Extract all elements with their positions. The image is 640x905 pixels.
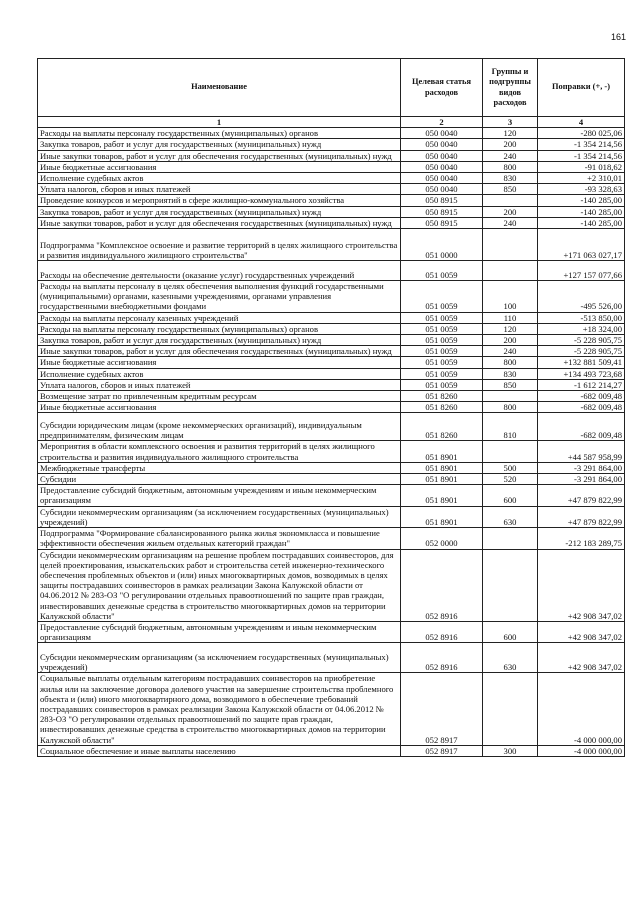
table-row [38, 413, 625, 441]
row-group: 630 [483, 643, 538, 673]
row-name: Возмещение затрат по привлеченным кредитным ресурсам [38, 391, 401, 402]
row-target-code: 051 8260 [401, 391, 483, 402]
row-amendment: -1 354 214,56 [538, 139, 625, 150]
row-group [483, 441, 538, 462]
table-row [38, 621, 625, 642]
table-row [38, 281, 625, 313]
row-group: 240 [483, 346, 538, 357]
row-name: Закупка товаров, работ и услуг для государственных (муниципальных) нужд [38, 335, 401, 346]
row-group: 520 [483, 474, 538, 485]
header-name: Наименование [38, 59, 401, 117]
table-row [38, 150, 625, 161]
row-group: 200 [483, 139, 538, 150]
table-body [38, 128, 625, 757]
row-group: 800 [483, 402, 538, 413]
table-row [38, 474, 625, 485]
table-row [38, 745, 625, 756]
table-row [38, 485, 625, 506]
table-row [38, 173, 625, 184]
col-num-4: 4 [538, 117, 625, 128]
row-target-code: 051 0059 [401, 368, 483, 379]
row-amendment: +171 063 027,17 [538, 229, 625, 261]
row-group: 120 [483, 323, 538, 334]
row-amendment: -140 285,00 [538, 206, 625, 217]
row-name: Уплата налогов, сборов и иных платежей [38, 184, 401, 195]
row-amendment: +2 310,01 [538, 173, 625, 184]
row-name: Иные закупки товаров, работ и услуг для обеспечения государственных (муниципальных) нужд [38, 217, 401, 228]
row-amendment: -682 009,48 [538, 413, 625, 441]
row-target-code: 051 8901 [401, 506, 483, 527]
row-group [483, 261, 538, 281]
row-amendment: -280 025,06 [538, 128, 625, 139]
row-target-code: 051 0059 [401, 323, 483, 334]
row-target-code: 050 0040 [401, 173, 483, 184]
row-target-code: 051 0059 [401, 379, 483, 390]
row-group: 850 [483, 184, 538, 195]
row-target-code: 050 0040 [401, 150, 483, 161]
row-name: Закупка товаров, работ и услуг для государственных (муниципальных) нужд [38, 206, 401, 217]
row-target-code: 051 8901 [401, 441, 483, 462]
row-name: Субсидии [38, 474, 401, 485]
row-name: Субсидии некоммерческим организациям (за исключением государственных (муниципальных) учреждений) [38, 506, 401, 527]
row-group: 810 [483, 413, 538, 441]
table-row [38, 379, 625, 390]
table-row [38, 391, 625, 402]
table-row [38, 357, 625, 368]
table-row [38, 139, 625, 150]
row-name: Иные бюджетные ассигнования [38, 161, 401, 172]
page-number: 161 [610, 32, 626, 42]
row-group: 800 [483, 357, 538, 368]
row-target-code: 051 0059 [401, 335, 483, 346]
row-name: Расходы на выплаты персоналу государственных (муниципальных) органов [38, 323, 401, 334]
row-amendment: +134 493 723,68 [538, 368, 625, 379]
row-target-code: 052 8917 [401, 673, 483, 745]
row-amendment: -1 612 214,27 [538, 379, 625, 390]
row-amendment: +42 908 347,02 [538, 643, 625, 673]
row-name: Подпрограмма "Комплексное освоение и развитие территорий в целях жилищного строительства и развития индивидуального жилищного строительства" [38, 229, 401, 261]
row-amendment: -495 526,00 [538, 281, 625, 313]
row-name: Предоставление субсидий бюджетным, автономным учреждениям и иным некоммерческим организациям [38, 621, 401, 642]
row-group: 850 [483, 379, 538, 390]
row-group: 200 [483, 206, 538, 217]
row-target-code: 050 0040 [401, 128, 483, 139]
row-target-code: 052 8917 [401, 745, 483, 756]
row-group [483, 673, 538, 745]
row-amendment: -212 183 289,75 [538, 528, 625, 549]
row-group [483, 391, 538, 402]
table-row [38, 261, 625, 281]
row-amendment: -682 009,48 [538, 402, 625, 413]
row-target-code: 051 0059 [401, 261, 483, 281]
row-amendment: -140 285,00 [538, 217, 625, 228]
row-amendment: +42 908 347,02 [538, 621, 625, 642]
row-group: 500 [483, 462, 538, 473]
row-amendment: -682 009,48 [538, 391, 625, 402]
row-name: Социальные выплаты отдельным категориям пострадавших соинвесторов на приобретение жилья или на заключение договора долевого участия на завершение строительства проблемного объекта и (или) иного многоквартирного дома, возводимого в обеспечение требований пострадавших соинвесторов в рамках реализации Закона Калужской области от 04.06.2012 № 283-ОЗ "О регулировании отдельных правоотношений по защите прав граждан, инвестировавших денежные средства в строительство многоквартирных домов на территории Калужской области" [38, 673, 401, 745]
table-row [38, 229, 625, 261]
row-name: Исполнение судебных актов [38, 173, 401, 184]
row-group: 300 [483, 745, 538, 756]
row-name: Подпрограмма "Формирование сбалансированного рынка жилья экономкласса и повышение эффективности обеспечения жильем отдельных категорий граждан" [38, 528, 401, 549]
table-row [38, 312, 625, 323]
row-name: Расходы на выплаты персоналу казенных учреждений [38, 312, 401, 323]
row-target-code: 050 0040 [401, 139, 483, 150]
row-target-code: 051 8901 [401, 462, 483, 473]
row-amendment: -513 850,00 [538, 312, 625, 323]
table-row [38, 161, 625, 172]
row-group [483, 528, 538, 549]
row-target-code: 050 0040 [401, 161, 483, 172]
row-amendment: +47 879 822,99 [538, 485, 625, 506]
row-target-code: 052 0000 [401, 528, 483, 549]
table-row [38, 195, 625, 206]
row-target-code: 052 8916 [401, 643, 483, 673]
row-name: Расходы на выплаты персоналу государственных (муниципальных) органов [38, 128, 401, 139]
row-group: 200 [483, 335, 538, 346]
col-num-3: 3 [483, 117, 538, 128]
row-name: Субсидии некоммерческим организациям на решение проблем пострадавших соинвесторов, для целей проектирования, изыскательских работ и строительства сетей инженерно-технического обеспечения проблемных объектов и (или) иных многоквартирных домов, возводимых в целях защиты пострадавших соинвесторов в рамках реализации Закона Калужской области от 04.06.2012 № 283-ОЗ "О регулировании отдельных правоотношений по защите прав граждан, инвестировавших денежные средства в строительство многоквартирных домов на территории Калужской области" [38, 549, 401, 621]
row-name: Субсидии юридическим лицам (кроме некоммерческих организаций), индивидуальным предпринимателям, физическим лицам [38, 413, 401, 441]
header-amendments: Поправки (+, -) [538, 59, 625, 117]
table-row [38, 462, 625, 473]
row-target-code: 052 8916 [401, 621, 483, 642]
row-name: Иные бюджетные ассигнования [38, 402, 401, 413]
table-row [38, 184, 625, 195]
row-target-code: 050 8915 [401, 217, 483, 228]
row-amendment: +44 587 958,99 [538, 441, 625, 462]
col-num-1: 1 [38, 117, 401, 128]
row-amendment: +42 908 347,02 [538, 549, 625, 621]
table-row [38, 549, 625, 621]
row-name: Иные закупки товаров, работ и услуг для обеспечения государственных (муниципальных) нужд [38, 150, 401, 161]
row-amendment: -140 285,00 [538, 195, 625, 206]
row-amendment: -3 291 864,00 [538, 462, 625, 473]
row-target-code: 051 0059 [401, 346, 483, 357]
row-amendment: +47 879 822,99 [538, 506, 625, 527]
header-target: Целевая статья расходов [401, 59, 483, 117]
row-name: Межбюджетные трансферты [38, 462, 401, 473]
col-num-2: 2 [401, 117, 483, 128]
row-target-code: 051 8260 [401, 413, 483, 441]
row-target-code: 050 0040 [401, 184, 483, 195]
row-name: Иные бюджетные ассигнования [38, 357, 401, 368]
row-group: 600 [483, 621, 538, 642]
row-amendment: +127 157 077,66 [538, 261, 625, 281]
row-group [483, 195, 538, 206]
row-target-code: 051 8260 [401, 402, 483, 413]
header-groups: Группы и подгруппы видов расходов [483, 59, 538, 117]
row-amendment: -5 228 905,75 [538, 335, 625, 346]
table-row [38, 128, 625, 139]
table-row [38, 368, 625, 379]
table-row [38, 528, 625, 549]
row-name: Расходы на обеспечение деятельности (оказание услуг) государственных учреждений [38, 261, 401, 281]
row-target-code: 051 0059 [401, 281, 483, 313]
row-target-code: 051 0000 [401, 229, 483, 261]
row-name: Субсидии некоммерческим организациям (за исключением государственных (муниципальных) учреждений) [38, 643, 401, 673]
table-row [38, 441, 625, 462]
table-row [38, 402, 625, 413]
row-group: 240 [483, 217, 538, 228]
table-row [38, 217, 625, 228]
row-name: Предоставление субсидий бюджетным, автономным учреждениям и иным некоммерческим организациям [38, 485, 401, 506]
table-row [38, 206, 625, 217]
row-target-code: 051 8901 [401, 474, 483, 485]
table-row [38, 506, 625, 527]
row-group: 110 [483, 312, 538, 323]
row-target-code: 051 0059 [401, 312, 483, 323]
row-amendment: -5 228 905,75 [538, 346, 625, 357]
row-amendment: -1 354 214,56 [538, 150, 625, 161]
row-target-code: 052 8916 [401, 549, 483, 621]
row-name: Иные закупки товаров, работ и услуг для обеспечения государственных (муниципальных) нужд [38, 346, 401, 357]
row-target-code: 050 8915 [401, 195, 483, 206]
row-amendment: +132 881 509,41 [538, 357, 625, 368]
row-name: Проведение конкурсов и мероприятий в сфере жилищно-коммунального хозяйства [38, 195, 401, 206]
row-group: 630 [483, 506, 538, 527]
table-row [38, 335, 625, 346]
row-name: Закупка товаров, работ и услуг для государственных (муниципальных) нужд [38, 139, 401, 150]
row-target-code: 051 0059 [401, 357, 483, 368]
row-name: Социальное обеспечение и иные выплаты населению [38, 745, 401, 756]
table-row [38, 323, 625, 334]
row-amendment: +18 324,00 [538, 323, 625, 334]
row-group: 600 [483, 485, 538, 506]
row-amendment: -93 328,63 [538, 184, 625, 195]
row-target-code: 050 8915 [401, 206, 483, 217]
row-group: 120 [483, 128, 538, 139]
row-group [483, 229, 538, 261]
row-group: 800 [483, 161, 538, 172]
row-name: Расходы на выплаты персоналу в целях обеспечения выполнения функций государственными (муниципальными) органами, казенными учреждениями, органами управления государственными внебюджетными фондами [38, 281, 401, 313]
row-amendment: -3 291 864,00 [538, 474, 625, 485]
row-name: Уплата налогов, сборов и иных платежей [38, 379, 401, 390]
row-name: Мероприятия в области комплексного освоения и развития территорий в целях жилищного строительства и развития индивидуального жилищного строительства [38, 441, 401, 462]
row-group: 830 [483, 173, 538, 184]
row-name: Исполнение судебных актов [38, 368, 401, 379]
table-row [38, 673, 625, 745]
row-amendment: -4 000 000,00 [538, 745, 625, 756]
table-row [38, 346, 625, 357]
row-target-code: 051 8901 [401, 485, 483, 506]
row-group: 240 [483, 150, 538, 161]
row-amendment: -4 000 000,00 [538, 673, 625, 745]
row-group [483, 549, 538, 621]
budget-table [37, 58, 625, 757]
row-group: 830 [483, 368, 538, 379]
table-row [38, 643, 625, 673]
row-amendment: -91 018,62 [538, 161, 625, 172]
row-group: 100 [483, 281, 538, 313]
